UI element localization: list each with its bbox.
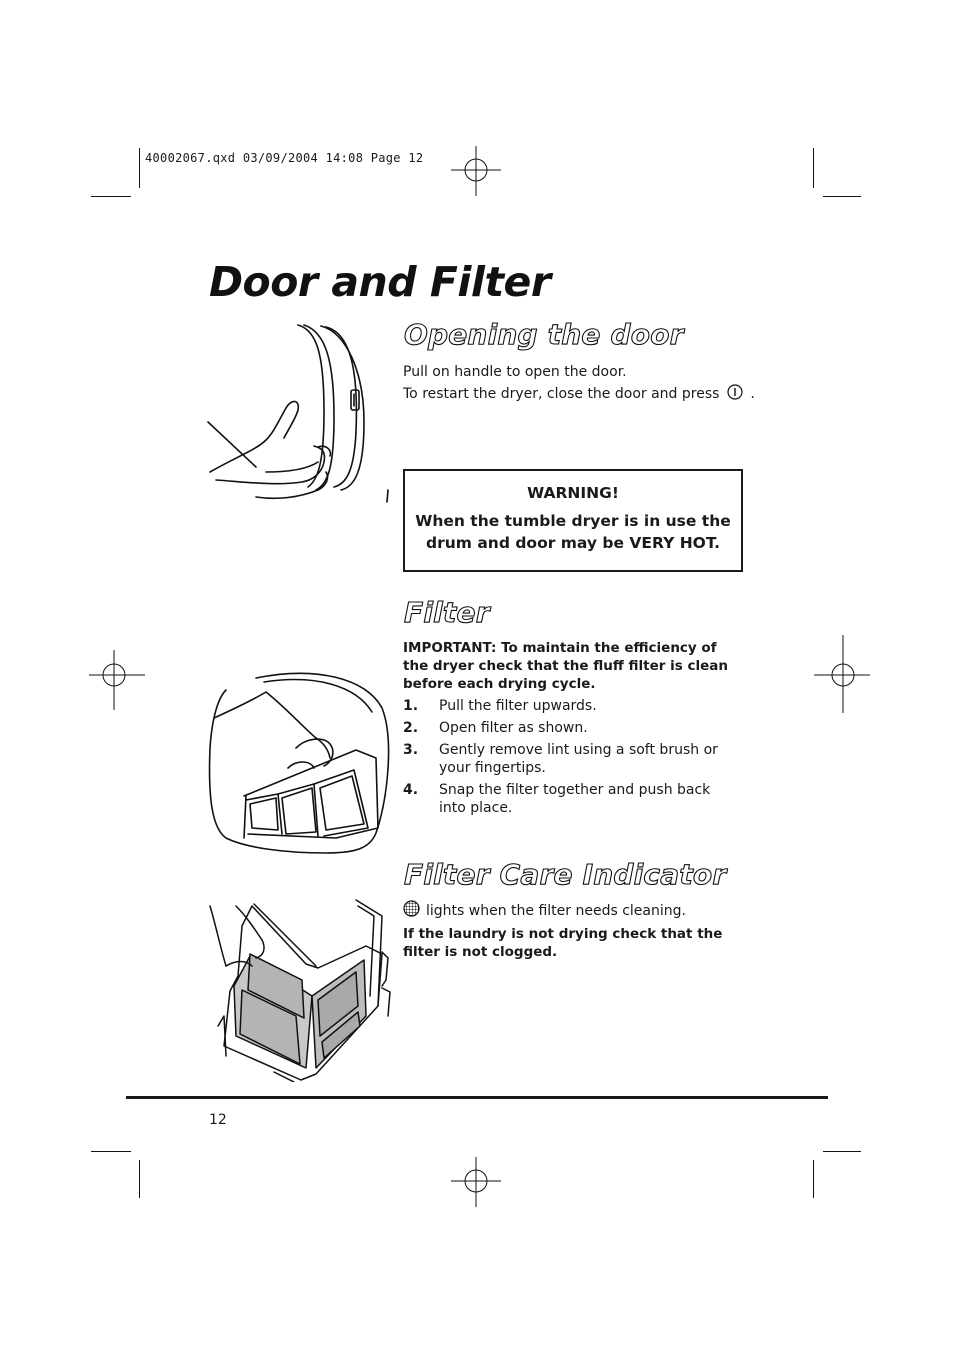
- filter-important-note: IMPORTANT: To maintain the efficiency of the dryer check that the fluff filter is clean before each drying cycle.: [403, 640, 728, 692]
- power-button-icon: [727, 384, 743, 400]
- filter-indicator-icon: [403, 900, 420, 917]
- warning-title: WARNING!: [527, 484, 619, 502]
- list-item: 4. Snap the filter together and push back into place.: [403, 782, 711, 816]
- care-bold-note: If the laundry is not drying check that the filter is not clogged.: [403, 926, 723, 960]
- registration-mark-icon: [451, 1157, 501, 1207]
- list-item: 2. Open filter as shown.: [403, 720, 588, 736]
- registration-mark-icon: [89, 650, 145, 710]
- filter-steps-list: [403, 697, 738, 821]
- footer-rule: [126, 1096, 828, 1099]
- opening-instruction-2: To restart the dryer, close the door and press .: [403, 386, 755, 402]
- section-heading-opening-door: Opening the door: [404, 318, 684, 351]
- page-number: 12: [209, 1112, 227, 1128]
- page-title: Door and Filter: [209, 258, 551, 306]
- print-slug: 40002067.qxd 03/09/2004 14:08 Page 12: [145, 151, 424, 165]
- warning-box: [403, 469, 743, 572]
- list-item: 3. Gently remove lint using a soft brush or your fingertips.: [403, 742, 718, 776]
- indicator-description: lights when the filter needs cleaning.: [403, 900, 686, 922]
- door-handle-illustration: [206, 322, 392, 507]
- opening-instruction-1: Pull on handle to open the door.: [403, 364, 627, 380]
- registration-mark-icon: [814, 635, 870, 713]
- section-heading-filter: Filter: [404, 596, 490, 629]
- section-heading-filter-care: Filter Care Indicator: [404, 858, 727, 891]
- list-item: 1. Pull the filter upwards.: [403, 698, 597, 714]
- registration-mark-icon: [451, 146, 501, 196]
- filter-removal-illustration: [206, 668, 392, 856]
- filter-open-illustration: [206, 896, 396, 1082]
- warning-text: When the tumble dryer is in use the drum and door may be VERY HOT.: [415, 512, 731, 552]
